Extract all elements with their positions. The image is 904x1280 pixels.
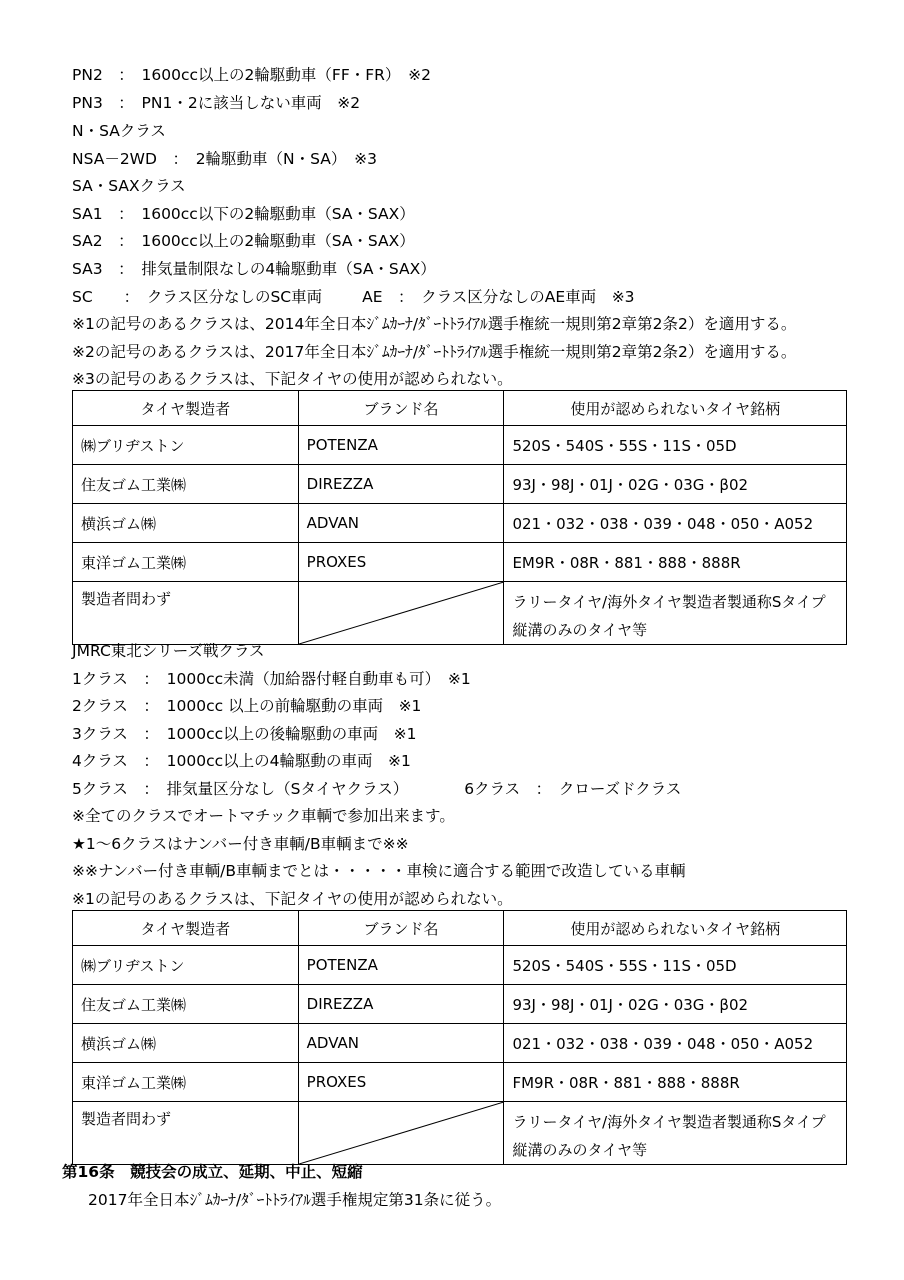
- note-2: ※2の記号のあるクラスは、2017年全日本ｼﾞﾑｶｰﾅ/ﾀﾞｰﾄﾄﾗｲｱﾙ選手権統一規則第2章第2条2）を適用する。: [72, 343, 797, 361]
- class-5: 5クラス ： 排気量区分なし（Sタイヤクラス）: [72, 780, 409, 798]
- cell-brand: POTENZA: [298, 426, 504, 465]
- cell-tire: 021・032・038・039・048・050・A052: [504, 1024, 847, 1063]
- header-brand: ブランド名: [298, 911, 504, 946]
- cell-tire: 93J・98J・01J・02G・03G・β02: [504, 985, 847, 1024]
- cell-maker: 住友ゴム工業㈱: [73, 465, 299, 504]
- cell-brand: PROXES: [298, 1063, 504, 1102]
- header-maker: タイヤ製造者: [73, 391, 299, 426]
- tire-line-1: ラリータイヤ/海外タイヤ製造者製通称Sタイプ: [512, 1113, 826, 1131]
- diagonal-slash-line: [299, 582, 504, 644]
- header-tire: 使用が認められないタイヤ銘柄: [504, 911, 847, 946]
- class-line-2: 2クラス ： 1000cc 以上の前輪駆動の車両 ※1: [72, 697, 422, 715]
- cell-tire: 93J・98J・01J・02G・03G・β02: [504, 465, 847, 504]
- tire-line-2: 縦溝のみのタイヤ等: [512, 1141, 648, 1159]
- note-1: ※1の記号のあるクラスは、2014年全日本ｼﾞﾑｶｰﾅ/ﾀﾞｰﾄﾄﾗｲｱﾙ選手権統一規則第2章第2条2）を適用する。: [72, 315, 797, 333]
- note-1-tires: ※1の記号のあるクラスは、下記タイヤの使用が認められない。: [72, 890, 513, 908]
- note-star: ★1～6クラスはナンバー付き車輌/B車輌まで※※: [72, 835, 409, 853]
- article-body: 2017年全日本ｼﾞﾑｶｰﾅ/ﾀﾞｰﾄﾄﾗｲｱﾙ選手権規定第31条に従う。: [88, 1191, 502, 1209]
- class-line-sa2: SA2 ： 1600cc以上の2輪駆動車（SA・SAX）: [72, 232, 415, 250]
- cell-tire: EM9R・08R・881・888・888R: [504, 543, 847, 582]
- table-header-row: [73, 391, 847, 426]
- tire-line-2: 縦溝のみのタイヤ等: [512, 621, 648, 639]
- table-row: [73, 543, 847, 582]
- table-row-any-maker: [73, 582, 847, 645]
- tire-table-1: [72, 390, 847, 645]
- class-line-nsa-2wd: NSA－2WD ： 2輪駆動車（N・SA） ※3: [72, 150, 377, 168]
- section-heading-sa-sax: SA・SAXクラス: [72, 177, 186, 195]
- class-line-sa3: SA3 ： 排気量制限なしの4輪駆動車（SA・SAX）: [72, 260, 436, 278]
- cell-maker: 製造者問わず: [73, 1102, 299, 1165]
- class-line-pn2: PN2 ： 1600cc以上の2輪駆動車（FF・FR） ※2: [72, 66, 432, 84]
- cell-maker: 東洋ゴム工業㈱: [73, 543, 299, 582]
- header-maker: タイヤ製造者: [73, 911, 299, 946]
- table-row: [73, 946, 847, 985]
- cell-tire: FM9R・08R・881・888・888R: [504, 1063, 847, 1102]
- class-line-sa1: SA1 ： 1600cc以下の2輪駆動車（SA・SAX）: [72, 205, 415, 223]
- cell-maker: 横浜ゴム㈱: [73, 504, 299, 543]
- cell-maker: ㈱ブリヂストン: [73, 946, 299, 985]
- class-line-3: 3クラス ： 1000cc以上の後輪駆動の車両 ※1: [72, 725, 417, 743]
- table-row-any-maker: [73, 1102, 847, 1165]
- cell-maker: 製造者問わず: [73, 582, 299, 645]
- class-6: 6クラス ： クローズドクラス: [464, 780, 682, 798]
- table-row: [73, 1063, 847, 1102]
- cell-tire: 021・032・038・039・048・050・A052: [504, 504, 847, 543]
- class-line-pn3: PN3 ： PN1・2に該当しない車両 ※2: [72, 94, 361, 112]
- section-heading-n-sa: N・SAクラス: [72, 122, 166, 140]
- note-double-asterisk: ※※ナンバー付き車輌/B車輌までとは・・・・・車検に適合する範囲で改造している車輌: [72, 862, 686, 880]
- table-row: [73, 985, 847, 1024]
- cell-maker: 横浜ゴム㈱: [73, 1024, 299, 1063]
- table-row: [73, 1024, 847, 1063]
- class-line-5-6: [72, 779, 681, 799]
- table-row: [73, 465, 847, 504]
- header-brand: ブランド名: [298, 391, 504, 426]
- tire-table-2: [72, 910, 847, 1165]
- section-heading-jmrc: JMRC東北シリーズ戦クラス: [72, 642, 265, 660]
- tire-line-1: ラリータイヤ/海外タイヤ製造者製通称Sタイプ: [512, 593, 826, 611]
- diagonal-slash-line: [299, 1102, 504, 1164]
- header-tire: 使用が認められないタイヤ銘柄: [504, 391, 847, 426]
- cell-tire: [504, 1102, 847, 1165]
- table-row: [73, 504, 847, 543]
- cell-brand-empty: [298, 582, 504, 645]
- class-line-4: 4クラス ： 1000cc以上の4輪駆動の車両 ※1: [72, 752, 411, 770]
- class-line-sc-ae: [72, 287, 635, 307]
- class-ae: AE ： クラス区分なしのAE車両 ※3: [362, 288, 635, 306]
- cell-brand: ADVAN: [298, 1024, 504, 1063]
- cell-brand-empty: [298, 1102, 504, 1165]
- cell-brand: POTENZA: [298, 946, 504, 985]
- cell-brand: DIREZZA: [298, 985, 504, 1024]
- note-3: ※3の記号のあるクラスは、下記タイヤの使用が認められない。: [72, 370, 513, 388]
- cell-brand: DIREZZA: [298, 465, 504, 504]
- cell-tire: [504, 582, 847, 645]
- cell-brand: PROXES: [298, 543, 504, 582]
- note-automatic: ※全てのクラスでオートマチック車輌で参加出来ます。: [72, 807, 455, 825]
- cell-maker: ㈱ブリヂストン: [73, 426, 299, 465]
- cell-brand: ADVAN: [298, 504, 504, 543]
- cell-tire: 520S・540S・55S・11S・05D: [504, 426, 847, 465]
- cell-tire: 520S・540S・55S・11S・05D: [504, 946, 847, 985]
- cell-maker: 東洋ゴム工業㈱: [73, 1063, 299, 1102]
- table-row: [73, 426, 847, 465]
- article-heading: 第16条 競技会の成立、延期、中止、短縮: [62, 1163, 363, 1181]
- class-sc: SC ： クラス区分なしのSC車両: [72, 288, 323, 306]
- cell-maker: 住友ゴム工業㈱: [73, 985, 299, 1024]
- class-line-1: 1クラス ： 1000cc未満（加給器付軽自動車も可） ※1: [72, 670, 471, 688]
- table-header-row: [73, 911, 847, 946]
